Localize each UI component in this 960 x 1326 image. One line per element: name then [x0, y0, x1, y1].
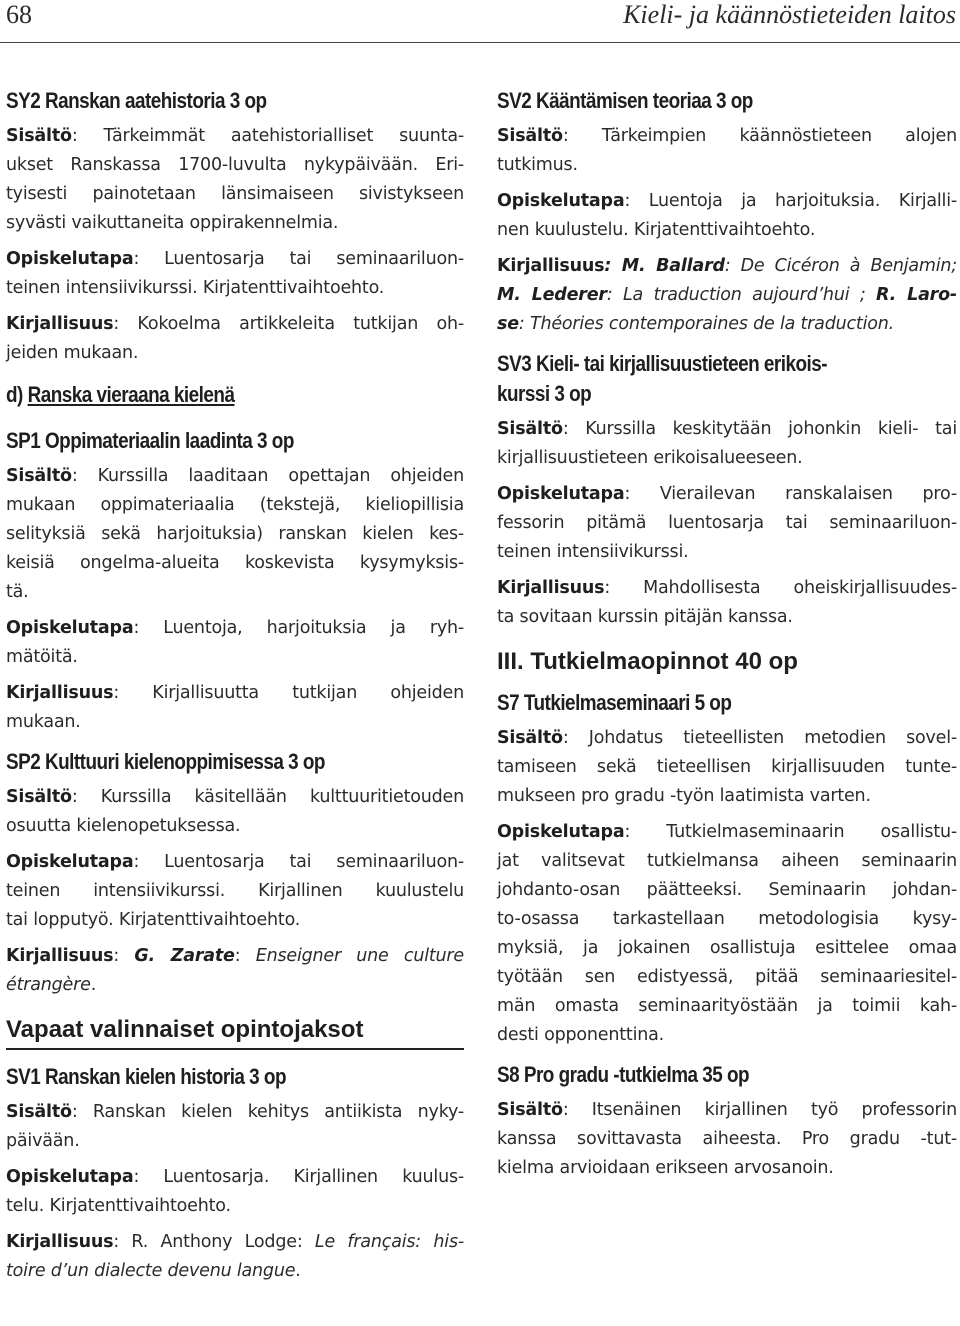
page-number: 68 — [6, 0, 32, 29]
sp1-content: Sisältö: Kurssilla laaditaan opettajan ohjeiden mukaan oppimateriaalia (tekstejä, kieliopillisia selityksiä sekä harjoituksia) ranskan kielen kes- keisiä ongelma-alueita koskevista kysymyksis- tä. Opiskelutapa: Luentoja, harjoituksia ja ryh- mätöitä. Kirjallisuus: Kirjallisuutta tutkijan ohjeiden mukaan. — [6, 466, 464, 732]
page-header — [0, 0, 960, 44]
running-title: Kieli- ja käännöstieteiden laitos — [623, 0, 956, 29]
course-title-sv3-line1: SV3 Kieli- tai kirjallisuustieteen erikois- — [497, 351, 828, 376]
course-title-sy2: SY2 Ranskan aatehistoria 3 op — [6, 88, 267, 113]
header-rule — [0, 42, 960, 43]
s7-content: Sisältö: Johdatus tieteellisten metodien sovel- tamiseen sekä tieteellisen kirjallisuuden tunte- mukseen pro gradu -työn laatimista varten. Opiskelutapa: Tutkielmaseminaarin osallistu- jat valitsevat tutkielmansa aiheen seminaarin johdanto-osan päätteeksi. Seminaarin johdan- to-osassa tarkastellaan metodologisia kysy- myksiä, ja jokainen osallistuja esittelee omaa työtään sen edistyessä, pitää seminaariesitel- män omasta seminaarityöstään ja toimii kah- desti opponenttina. — [497, 728, 957, 1045]
course-title-s7: S7 Tutkielmaseminaari 5 op — [497, 690, 732, 715]
label-kirjallisuus: Kirjallisuus — [6, 314, 114, 334]
sv3-content: Sisältö: Kurssilla keskitytään johonkin kieli- tai kirjallisuustieteen erikoisalueeseen. Opiskelutapa: Vierailevan ranskalaisen pro- fessorin pitämä luentosarja tai seminaariluon- teinen intensiivikurssi. Kirjallisuus: Mahdollisesta oheiskirjallisuudes- ta sovitaan kurssin pitäjän kanssa. — [497, 419, 957, 627]
right-column — [497, 88, 957, 1183]
course-title-sv2: SV2 Kääntämisen teoriaa 3 op — [497, 88, 753, 113]
course-title-sv3-line2: kurssi 3 op — [497, 381, 592, 406]
vapaat-heading: Vapaat valinnaiset opintojaksot — [6, 1016, 464, 1050]
course-title-sv1: SV1 Ranskan kielen historia 3 op — [6, 1064, 287, 1089]
label-sisalto: Sisältö — [6, 126, 72, 146]
section-d-heading: d) Ranska vieraana kielenä — [6, 382, 235, 407]
sv1-content: Sisältö: Ranskan kielen kehitys antiikista nyky- päivään. Opiskelutapa: Luentosarja. Kirjallinen kuulus- telu. Kirjatenttivaihtoehto. Kirjallisuus: R. Anthony Lodge: Le français: his- toire d’un dialecte devenu langue. — [6, 1102, 464, 1281]
course-title-s8: S8 Pro gradu -tutkielma 35 op — [497, 1062, 750, 1087]
sv2-content: Sisältö: Tärkeimpien käännöstieteen alojen tutkimus. Opiskelutapa: Luentoja ja harjoituksia. Kirjalli- nen kuulustelu. Kirjatenttivaihtoehto. Kirjallisuus: M. Ballard: De Cicéron à Benjamin; M. Lederer: La traduction aujourd’hui ; R. Laro- se: Théories contemporaines de la traduction. — [497, 126, 957, 334]
sp2-content: Sisältö: Kurssilla käsitellään kulttuuritietouden osuutta kielenopetuksessa. Opiskelutapa: Luentosarja tai seminaariluon- teinen intensiivikurssi. Kirjallinen kuulustelu tai lopputyö. Kirjatenttivaihtoehto. Kirjallisuus: G. Zarate: Enseigner une culture étrangère. — [6, 787, 464, 995]
left-column — [6, 88, 464, 1286]
section-iii-heading: III. Tutkielmaopinnot 40 op — [497, 648, 798, 675]
s8-content: Sisältö: Itsenäinen kirjallinen työ professorin kanssa sovittavasta aiheesta. Pro gradu -tut- kielma arvioidaan erikseen arvosanoin. — [497, 1100, 957, 1178]
sy2-content: Sisältö: Tärkeimmät aatehistorialliset suunta- ukset Ranskassa 1700-luvulta nykypäivään. Eri- tyisesti painotetaan länsimaiseen sivistykseen syvästi vaikuttaneita oppirakennelmia. Opiskelutapa: Luentosarja tai seminaariluon- teinen intensiivikurssi. Kirjatenttivaihtoehto. Kirjallisuus: Kokoelma artikkeleita tutkijan oh- jeiden mukaan. — [6, 126, 464, 363]
course-title-sp2: SP2 Kulttuuri kielenoppimisessa 3 op — [6, 749, 325, 774]
course-title-sp1: SP1 Oppimateriaalin laadinta 3 op — [6, 428, 294, 453]
label-opiskelutapa: Opiskelutapa — [6, 249, 134, 269]
